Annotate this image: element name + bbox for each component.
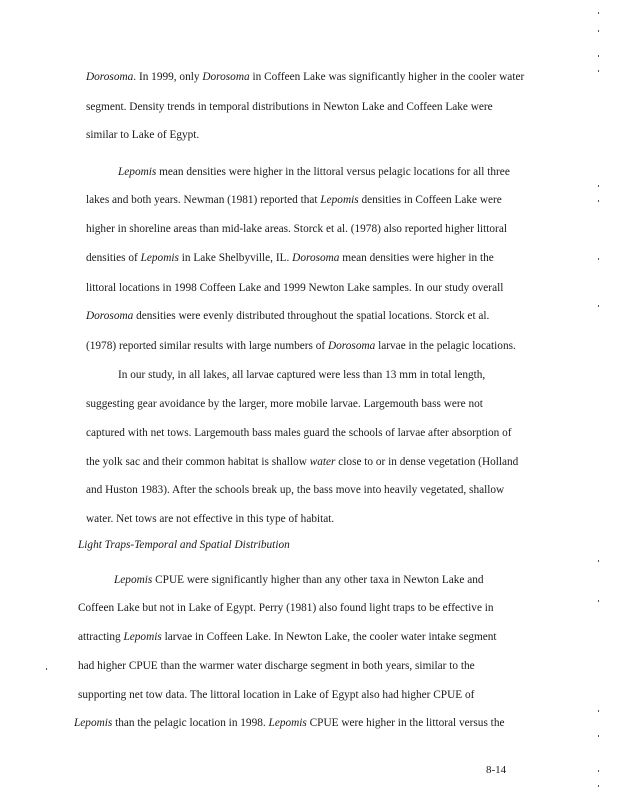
text-run: water. Net tows are not effective in this type of habitat. <box>86 513 335 525</box>
text-line <box>78 630 497 644</box>
text-run: than the pelagic location in 1998. <box>112 717 269 729</box>
text-run: segment. Density trends in temporal distributions in Newton Lake and Coffeen Lake were <box>86 101 493 113</box>
italic-term: Lepomis <box>320 194 359 206</box>
text-line <box>86 455 518 469</box>
text-run: had higher CPUE than the warmer water discharge segment in both years, similar to the <box>78 660 475 672</box>
italic-term: Lepomis <box>118 166 157 178</box>
italic-term: Dorosoma <box>292 252 340 264</box>
italic-term: water <box>309 456 336 468</box>
italic-term: Dorosoma <box>328 340 376 352</box>
scan-speck <box>598 30 599 32</box>
text-run: close to or in dense vegetation (Holland <box>335 456 519 468</box>
text-line <box>86 512 334 526</box>
text-line <box>86 100 493 114</box>
text-line <box>118 165 510 179</box>
scan-speck <box>598 710 599 712</box>
italic-term: Lepomis <box>74 717 113 729</box>
italic-term: Light Traps-Temporal and Spatial Distribution <box>78 539 290 551</box>
scan-speck <box>46 668 47 670</box>
text-run: (1978) reported similar results with large numbers of <box>86 340 328 352</box>
scan-speck <box>598 735 599 737</box>
text-run: CPUE were significantly higher than any other taxa in Newton Lake and <box>152 574 484 586</box>
text-line <box>78 688 474 702</box>
scan-speck <box>598 770 599 772</box>
text-line <box>118 368 485 382</box>
text-run: densities in Coffeen Lake were <box>358 194 502 206</box>
text-line <box>86 128 199 142</box>
scan-speck <box>598 185 599 187</box>
scan-speck <box>598 70 599 72</box>
text-run: larvae in Coffeen Lake. In Newton Lake, the cooler water intake segment <box>161 631 497 643</box>
text-run: suggesting gear avoidance by the larger, more mobile larvae. Largemouth bass were not <box>86 398 483 410</box>
text-line <box>78 601 494 615</box>
text-run: attracting <box>78 631 124 643</box>
scan-speck <box>598 305 599 307</box>
text-line <box>74 716 504 730</box>
italic-term: Dorosoma <box>86 71 134 83</box>
text-run: Coffeen Lake but not in Lake of Egypt. Perry (1981) also found light traps to be effective in <box>78 602 494 614</box>
scan-speck <box>598 200 599 202</box>
text-run: mean densities were higher in the littoral versus pelagic locations for all three <box>156 166 510 178</box>
text-line <box>86 193 502 207</box>
page-number: 8-14 <box>486 764 507 776</box>
text-line <box>86 222 507 236</box>
italic-term: Dorosoma <box>86 310 134 322</box>
text-run: mean densities were higher in the <box>339 252 494 264</box>
text-line <box>86 426 512 440</box>
text-line <box>86 483 504 497</box>
scan-speck <box>598 12 599 14</box>
text-run: and Huston 1983). After the schools break up, the bass move into heavily vegetated, shallow <box>86 484 505 496</box>
text-line <box>86 70 524 84</box>
text-run: . In 1999, only <box>133 71 203 83</box>
text-run: densities were evenly distributed throughout the spatial locations. Storck et al. <box>133 310 490 322</box>
text-line <box>86 339 516 353</box>
text-run: lakes and both years. Newman (1981) reported that <box>86 194 321 206</box>
section-heading <box>78 538 290 552</box>
scan-speck <box>598 785 599 787</box>
text-line <box>114 573 484 587</box>
text-run: in Coffeen Lake was significantly higher in the cooler water <box>249 71 525 83</box>
scan-speck <box>598 560 599 562</box>
text-line <box>86 251 494 265</box>
text-run: in Lake Shelbyville, IL. <box>178 252 293 264</box>
italic-term: Lepomis <box>114 574 153 586</box>
italic-term: Dorosoma <box>202 71 250 83</box>
text-run: captured with net tows. Largemouth bass males guard the schools of larvae after absorption of <box>86 427 512 439</box>
italic-term: Lepomis <box>140 252 179 264</box>
scan-speck <box>598 55 599 57</box>
text-run: higher in shoreline areas than mid-lake areas. Storck et al. (1978) also reported higher littoral <box>86 223 507 235</box>
italic-term: Lepomis <box>268 717 307 729</box>
text-run: similar to Lake of Egypt. <box>86 129 200 141</box>
text-run: densities of <box>86 252 141 264</box>
text-run: larvae in the pelagic locations. <box>375 340 516 352</box>
text-line <box>86 281 503 295</box>
text-line <box>86 397 483 411</box>
text-run: CPUE were higher in the littoral versus the <box>306 717 505 729</box>
scan-speck <box>598 258 599 260</box>
text-run: In our study, in all lakes, all larvae captured were less than 13 mm in total length, <box>118 369 486 381</box>
scan-speck <box>598 600 599 602</box>
italic-term: Lepomis <box>123 631 162 643</box>
text-line <box>86 309 489 323</box>
text-run: the yolk sac and their common habitat is shallow <box>86 456 310 468</box>
text-line <box>78 659 475 673</box>
text-run: littoral locations in 1998 Coffeen Lake and 1999 Newton Lake samples. In our study overall <box>86 282 504 294</box>
text-run: supporting net tow data. The littoral location in Lake of Egypt also had higher CPUE of <box>78 689 475 701</box>
